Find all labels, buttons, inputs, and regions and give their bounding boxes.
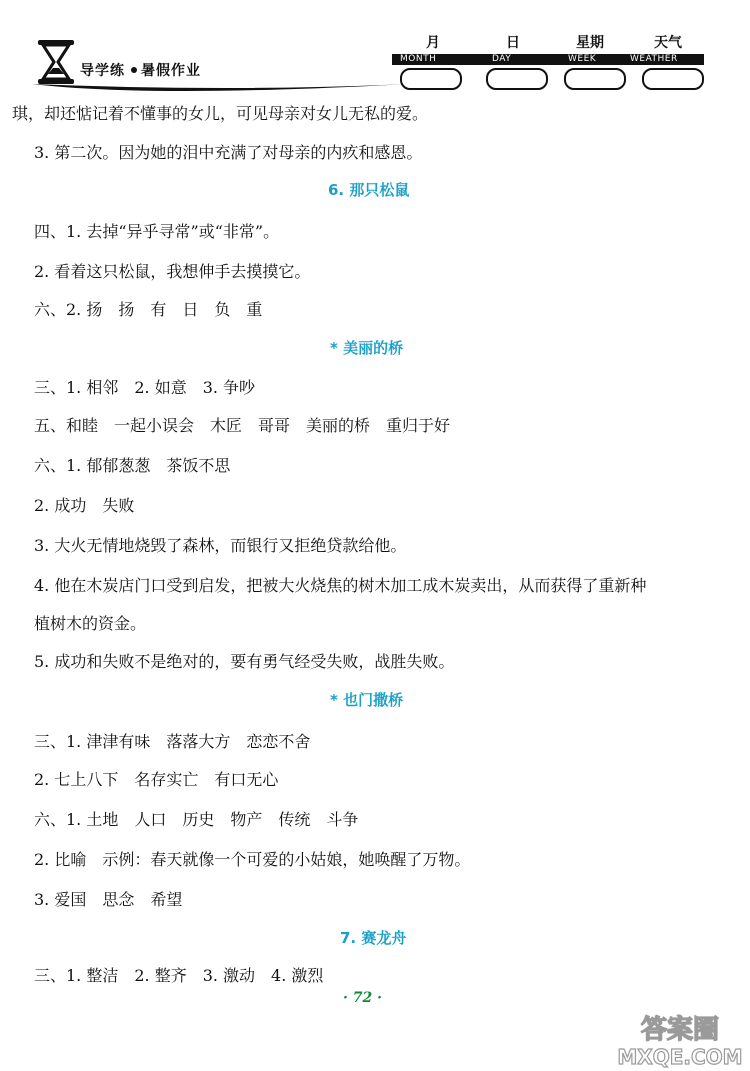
weather-label: 天气 xyxy=(654,35,682,51)
brand-name: 导学练 xyxy=(80,63,125,79)
day-en: DAY xyxy=(492,54,512,64)
brand-subtitle: 暑假作业 xyxy=(141,63,201,79)
text-line: 2. 成功 失败 xyxy=(34,496,135,515)
text-line: 琪，却还惦记着不懂事的女儿，可见母亲对女儿无私的爱。 xyxy=(12,104,429,123)
text-line: 3. 大火无情地烧毁了森林，而银行又拒绝贷款给他。 xyxy=(34,536,407,555)
text-line: 4. 他在木炭店门口受到启发，把被大火烧焦的树木加工成木炭卖出，从而获得了重新种 xyxy=(34,576,647,595)
text-line: 5. 成功和失败不是绝对的，要有勇气经受失败，战胜失败。 xyxy=(34,652,455,671)
week-label: 星期 xyxy=(576,35,604,51)
month-box[interactable] xyxy=(400,68,462,90)
section-heading: 7. 赛龙舟 xyxy=(340,929,407,947)
date-labels xyxy=(392,32,702,52)
watermark-logo xyxy=(612,1010,748,1070)
text-line: 植树木的资金。 xyxy=(34,614,147,633)
text-line: 2. 看着这只松鼠，我想伸手去摸摸它。 xyxy=(34,262,311,281)
text-line: 2. 比喻 示例：春天就像一个可爱的小姑娘，她唤醒了万物。 xyxy=(34,850,471,869)
text-line: 3. 第二次。因为她的泪中充满了对母亲的内疚和感恩。 xyxy=(34,143,423,162)
header-swoosh xyxy=(30,78,410,96)
text-line: 五、和睦 一起小误会 木匠 哥哥 美丽的桥 重归于好 xyxy=(34,416,451,435)
text-line: 三、1. 整洁 2. 整齐 3. 激动 4. 激烈 xyxy=(34,966,324,985)
month-en: MONTH xyxy=(400,54,437,64)
section-heading: * 也门撒桥 xyxy=(330,691,404,709)
page-number: · 72 · xyxy=(343,990,382,1006)
week-en: WEEK xyxy=(568,54,597,64)
svg-text:MXQE.COM: MXQE.COM xyxy=(617,1045,743,1069)
weather-en: WEATHER xyxy=(630,54,678,64)
text-line: 四、1. 去掉“异乎寻常”或“非常”。 xyxy=(34,222,280,241)
week-box[interactable] xyxy=(564,68,626,90)
date-bar xyxy=(392,54,704,65)
text-line: 三、1. 相邻 2. 如意 3. 争吵 xyxy=(34,378,256,397)
svg-text:答案圈: 答案圈 xyxy=(640,1015,720,1045)
month-label: 月 xyxy=(426,35,440,51)
day-box[interactable] xyxy=(486,68,548,90)
date-boxes xyxy=(400,68,710,90)
weather-box[interactable] xyxy=(642,68,704,90)
day-label: 日 xyxy=(506,35,520,51)
text-line: 六、2. 扬 扬 有 日 负 重 xyxy=(34,300,263,319)
text-line: 3. 爱国 思念 希望 xyxy=(34,890,183,909)
brand-title xyxy=(80,60,201,80)
text-line: 2. 七上八下 名存实亡 有口无心 xyxy=(34,770,279,789)
page-header xyxy=(0,0,750,100)
section-heading: 6. 那只松鼠 xyxy=(328,181,410,199)
brand-dot xyxy=(131,67,137,73)
text-line: 三、1. 津津有味 落落大方 恋恋不舍 xyxy=(34,732,311,751)
section-heading: * 美丽的桥 xyxy=(330,339,404,357)
text-line: 六、1. 郁郁葱葱 茶饭不思 xyxy=(34,456,231,475)
text-line: 六、1. 土地 人口 历史 物产 传统 斗争 xyxy=(34,810,359,829)
